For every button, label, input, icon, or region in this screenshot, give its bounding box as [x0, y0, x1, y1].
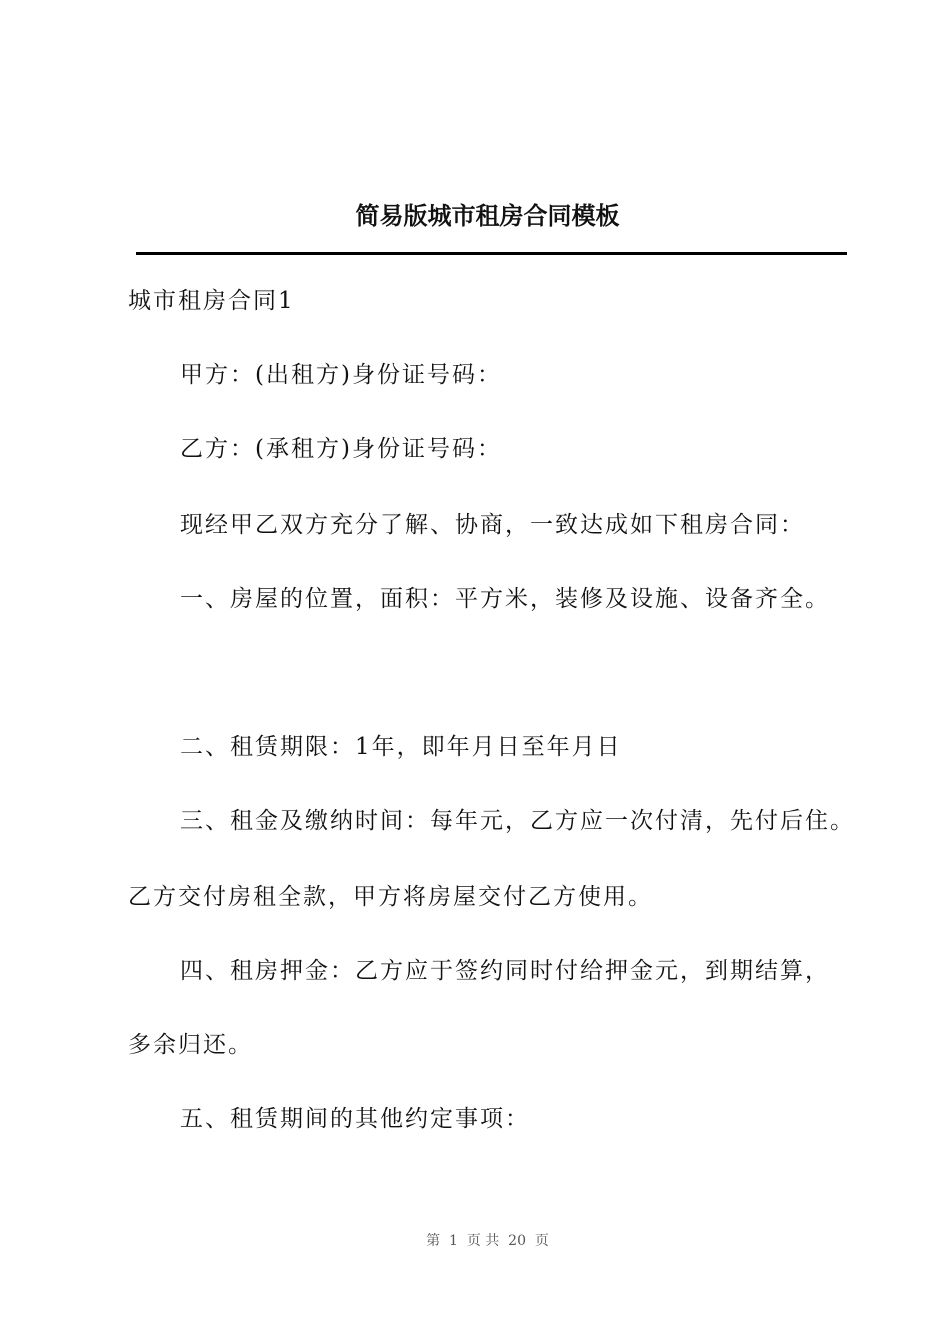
- party-a-line: 甲方：(出租方)身份证号码：: [180, 362, 502, 388]
- title-underline: [136, 252, 847, 255]
- clause-1: 一、房屋的位置，面积：平方米，装修及设施、设备齐全。: [180, 586, 830, 612]
- section-heading: 城市租房合同1: [128, 288, 295, 314]
- clause-4: 四、租房押金：乙方应于签约同时付给押金元，到期结算，: [180, 958, 830, 984]
- document-title: 简易版城市租房合同模板: [355, 202, 620, 230]
- clause-2: 二、租赁期限：1年，即年月日至年月日: [180, 734, 622, 760]
- clause-3-continued: 乙方交付房租全款，甲方将房屋交付乙方使用。: [128, 884, 653, 910]
- clause-5: 五、租赁期间的其他约定事项：: [180, 1106, 530, 1132]
- page-number-footer: 第 1 页 共 20 页: [426, 1233, 549, 1249]
- party-b-line: 乙方：(承租方)身份证号码：: [180, 436, 502, 462]
- clause-3: 三、租金及缴纳时间：每年元，乙方应一次付清，先付后住。: [180, 808, 855, 834]
- agreement-intro: 现经甲乙双方充分了解、协商，一致达成如下租房合同：: [180, 512, 805, 538]
- clause-4-continued: 多余归还。: [128, 1032, 253, 1058]
